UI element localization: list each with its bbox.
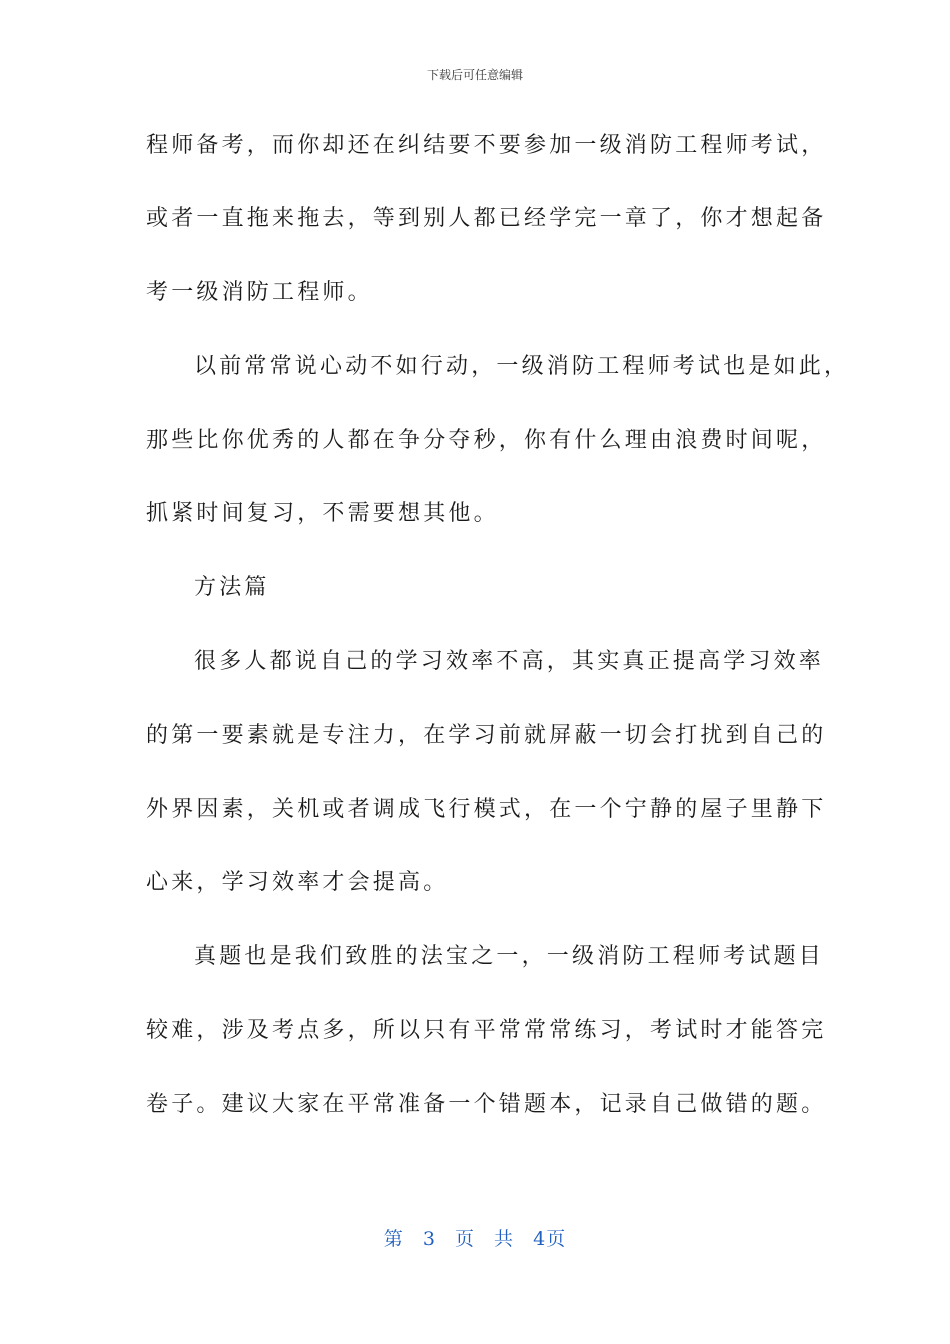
paragraph-line: 较难，涉及考点多，所以只有平常常常练习，考试时才能答完 <box>146 1018 827 1043</box>
paragraph-line: 程师备考，而你却还在纠结要不要参加一级消防工程师考试， <box>146 133 827 158</box>
page-label: 第 <box>383 1228 404 1250</box>
page-header: 下载后可任意编辑 <box>426 68 523 82</box>
paragraph-line: 考一级消防工程师。 <box>146 280 373 305</box>
paragraph-line: 心来，学习效率才会提高。 <box>146 870 449 895</box>
paragraph-line: 以前常常说心动不如行动，一级消防工程师考试也是如此， <box>194 354 850 379</box>
current-page-number: 3 <box>422 1228 436 1250</box>
paragraph-line: 抓紧时间复习，不需要想其他。 <box>146 501 499 526</box>
page-footer <box>0 1224 950 1251</box>
total-label: 共 <box>494 1228 515 1250</box>
paragraph-line: 或者一直拖来拖去，等到别人都已经学完一章了，你才想起备 <box>146 206 827 231</box>
paragraph-line: 真题也是我们致胜的法宝之一，一级消防工程师考试题目 <box>194 944 825 969</box>
page-unit-label: 页 <box>454 1228 475 1250</box>
paragraph-line: 很多人都说自己的学习效率不高，其实真正提高学习效率 <box>194 649 825 674</box>
section-heading: 方法篇 <box>194 575 270 600</box>
paragraph-line: 外界因素，关机或者调成飞行模式，在一个宁静的屋子里静下 <box>146 797 827 822</box>
total-pages: 4页 <box>533 1228 567 1250</box>
paragraph-line: 卷子。建议大家在平常准备一个错题本，记录自己做错的题。 <box>146 1092 827 1117</box>
paragraph-line: 的第一要素就是专注力，在学习前就屏蔽一切会打扰到自己的 <box>146 723 827 748</box>
paragraph-line: 那些比你优秀的人都在争分夺秒，你有什么理由浪费时间呢， <box>146 428 827 453</box>
